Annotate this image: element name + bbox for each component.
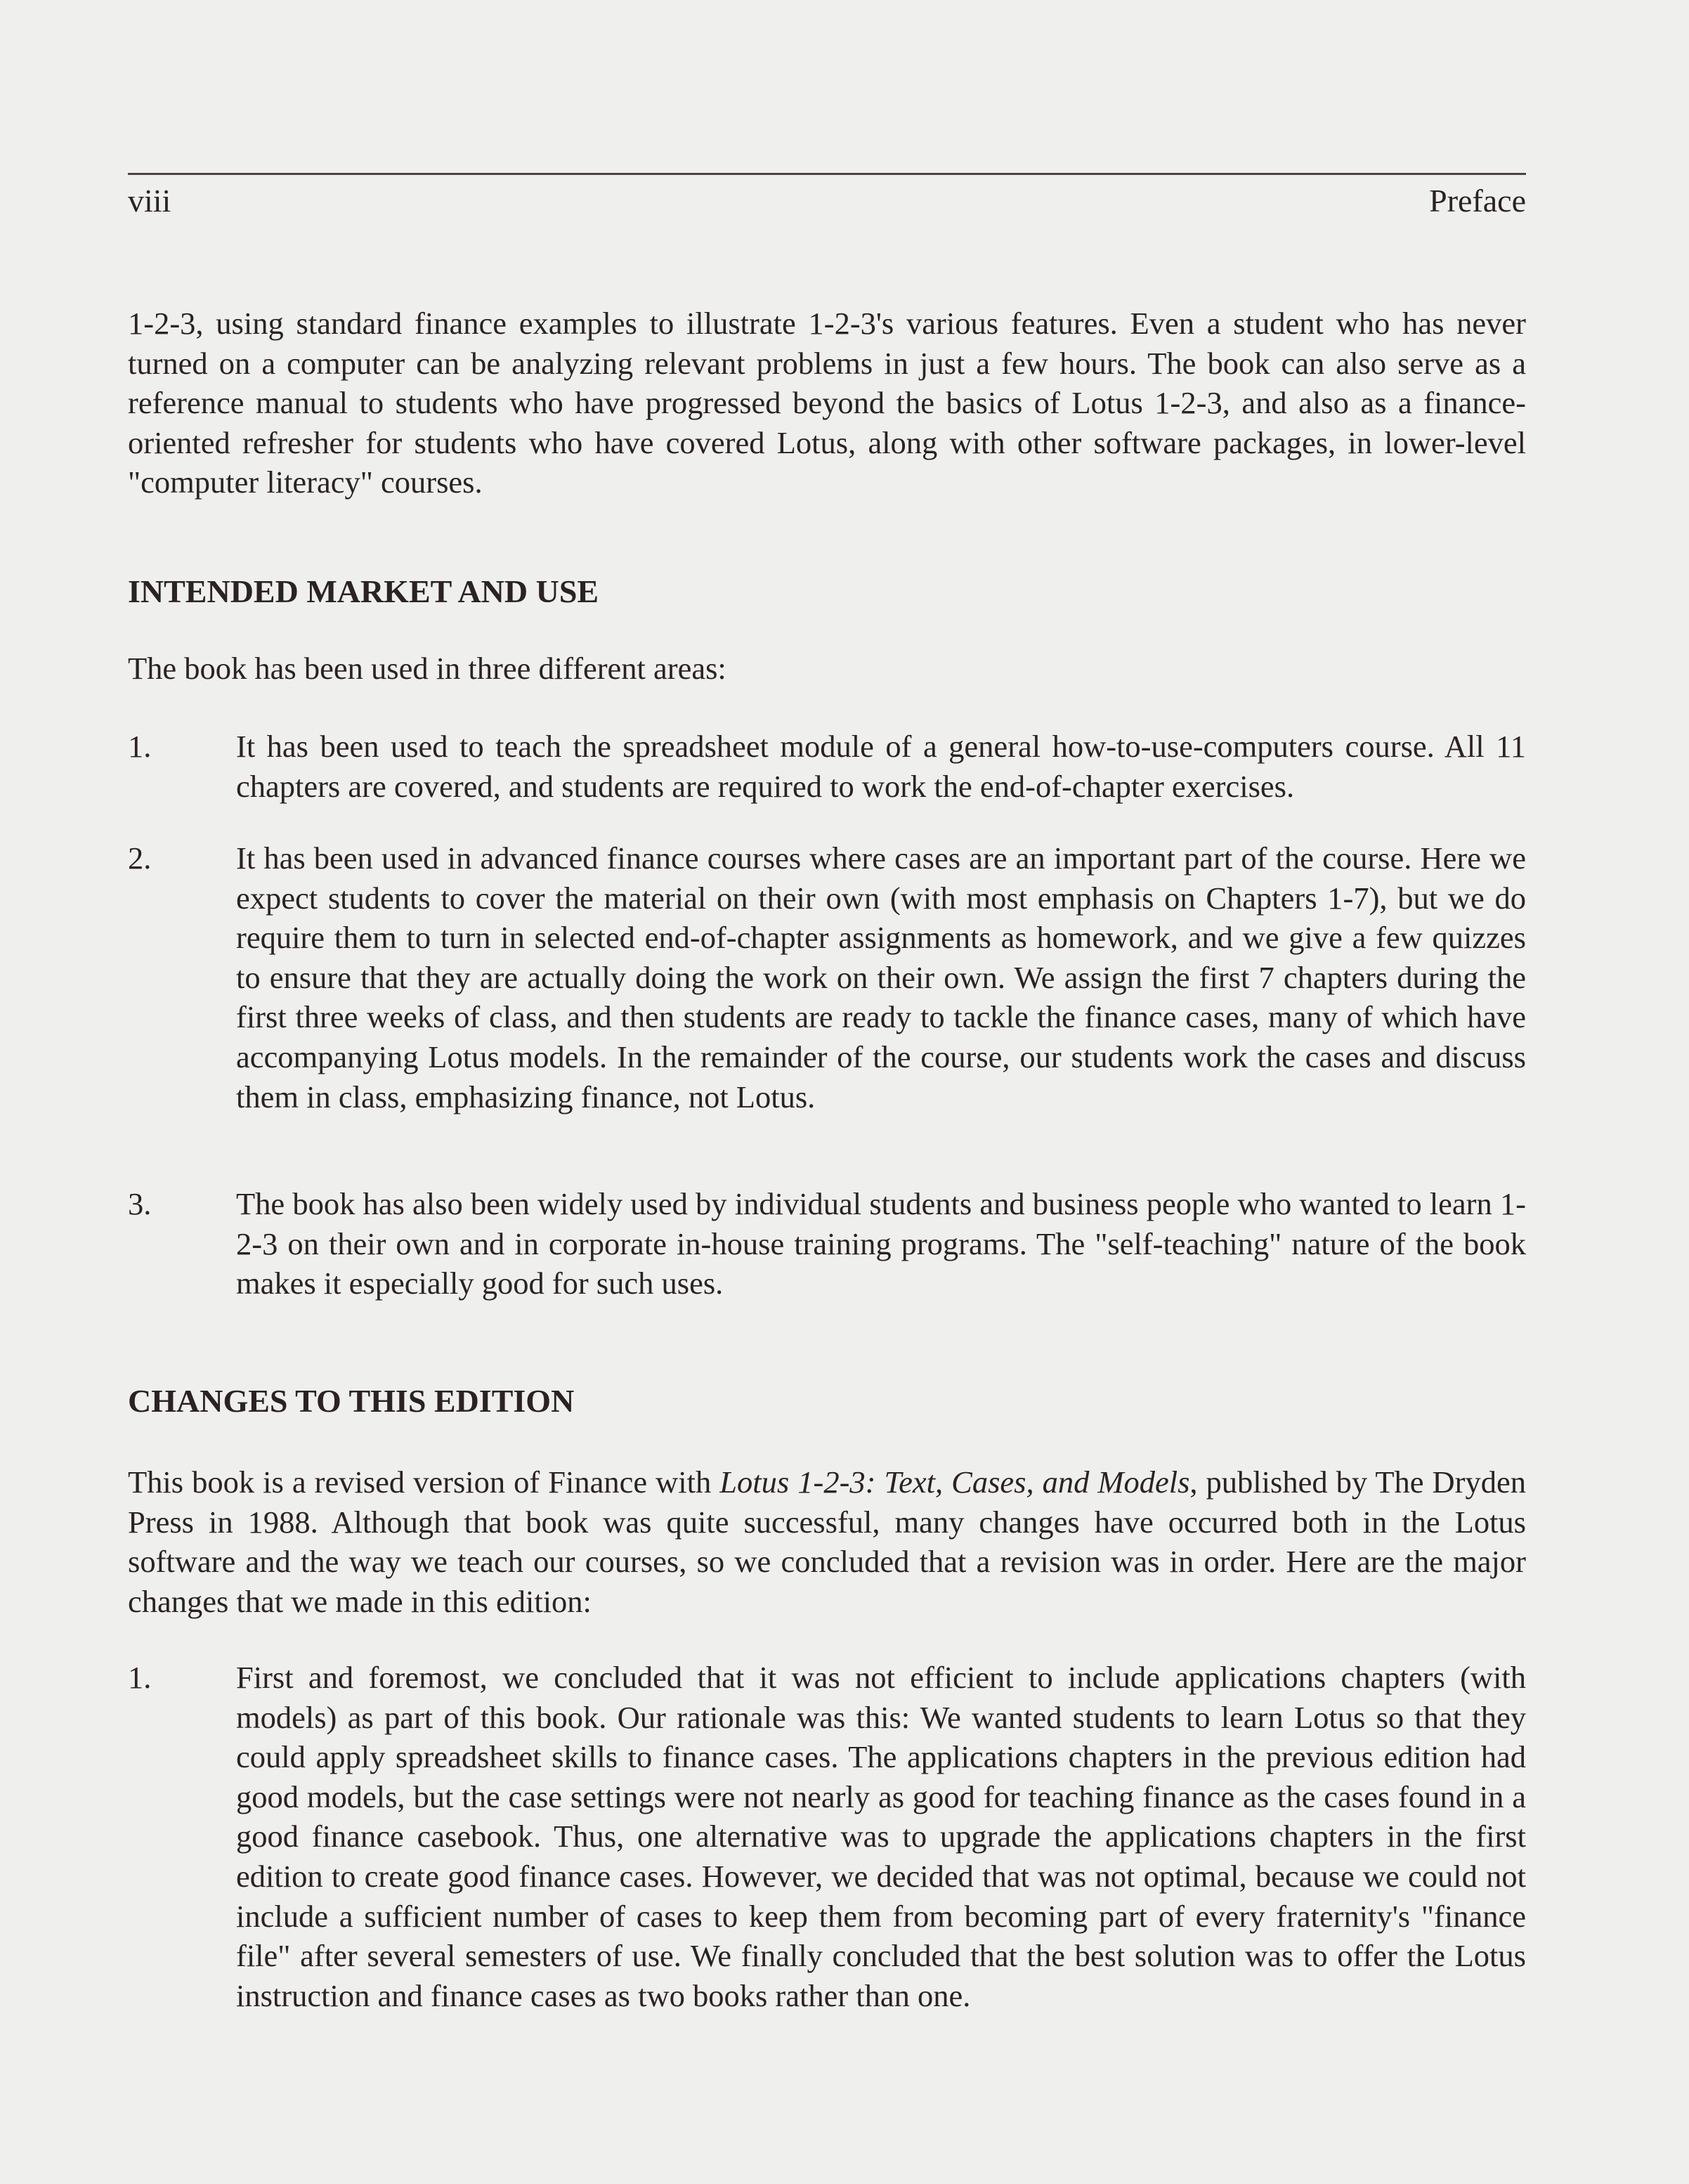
book-title: Lotus 1-2-3: Text, Cases, and Models <box>719 1464 1190 1500</box>
list-item <box>128 1184 1526 1304</box>
intro-text: This book is a revised version of Finance with <box>128 1464 720 1500</box>
list-number: 1. <box>128 729 152 764</box>
list-number: 3. <box>128 1186 152 1221</box>
list-text: It has been used to teach the spreadsheet module of a general how-to-use-computers course. All 11 chapters are covered, and students are required to work the end-of-chapter exercises. <box>236 729 1526 804</box>
intro-paragraph: 1-2-3, using standard finance examples to illustrate 1-2-3's various features. Even a student who has never turned on a computer can be analyzing relevant problems in just a few hours. The book can also serve as a reference manual to students who have progressed beyond the basics of Lotus 1-2-3, and also as a finance-oriented refresher for students who have covered Lotus, along with other software packages, in lower-level "computer literacy" courses. <box>128 306 1526 500</box>
list-text: The book has also been widely used by individual students and business people who wanted to learn 1-2-3 on their own and in corporate in-house training programs. The "self-teaching" nature of the book makes it especially good for such uses. <box>236 1186 1526 1301</box>
section-heading-market: INTENDED MARKET AND USE <box>128 573 599 609</box>
section-intro: The book has been used in three different areas: <box>128 651 726 686</box>
list-text: First and foremost, we concluded that it was not efficient to include applications chapters (with models) as part of this book. Our rationale was this: We wanted students to learn Lotus so that they could apply spreadsheet skills to finance cases. The applications chapters in the previous edition had good models, but the case settings were not nearly as good for teaching finance as the cases found in a good finance casebook. Thus, one alternative was to upgrade the applications chapters in the first edition to create good finance cases. However, we decided that was not optimal, because we could not include a sufficient number of cases to keep them from becoming part of every fraternity's "finance file" after several semesters of use. We finally concluded that the best solution was to offer the Lotus instruction and finance cases as two books rather than one. <box>236 1660 1526 2013</box>
intro-text: , published by The Dryden Press in 1988. Although that book was quite successful, many changes have occurred both in the Lotus software and the way we teach our courses, so we concluded that a revision was in order. Here are the major changes that we made in this edition: <box>128 1464 1526 1619</box>
page-number: viii <box>128 183 171 219</box>
running-header: Preface <box>1429 183 1526 219</box>
list-item <box>128 1658 1526 2015</box>
list-text: It has been used in advanced finance courses where cases are an important part of the course. Here we expect students to cover the material on their own (with most emphasis on Chapters 1-7), but we do require them to turn in selected end-of-chapter assignments as homework, and we give a few quizzes to ensure that they are actually doing the work on their own. We assign the first 7 chapters during the first three weeks of class, and then students are ready to tackle the finance cases, many of which have accompanying Lotus models. In the remainder of the course, our students work the cases and discuss them in class, emphasizing finance, not Lotus. <box>236 840 1526 1114</box>
section-heading-changes: CHANGES TO THIS EDITION <box>128 1383 575 1419</box>
changes-intro <box>128 1462 1526 1621</box>
list-item <box>128 727 1526 806</box>
list-item <box>128 838 1526 1117</box>
list-number: 2. <box>128 840 152 876</box>
list-number: 1. <box>128 1660 152 1695</box>
header-rule <box>128 173 1526 175</box>
